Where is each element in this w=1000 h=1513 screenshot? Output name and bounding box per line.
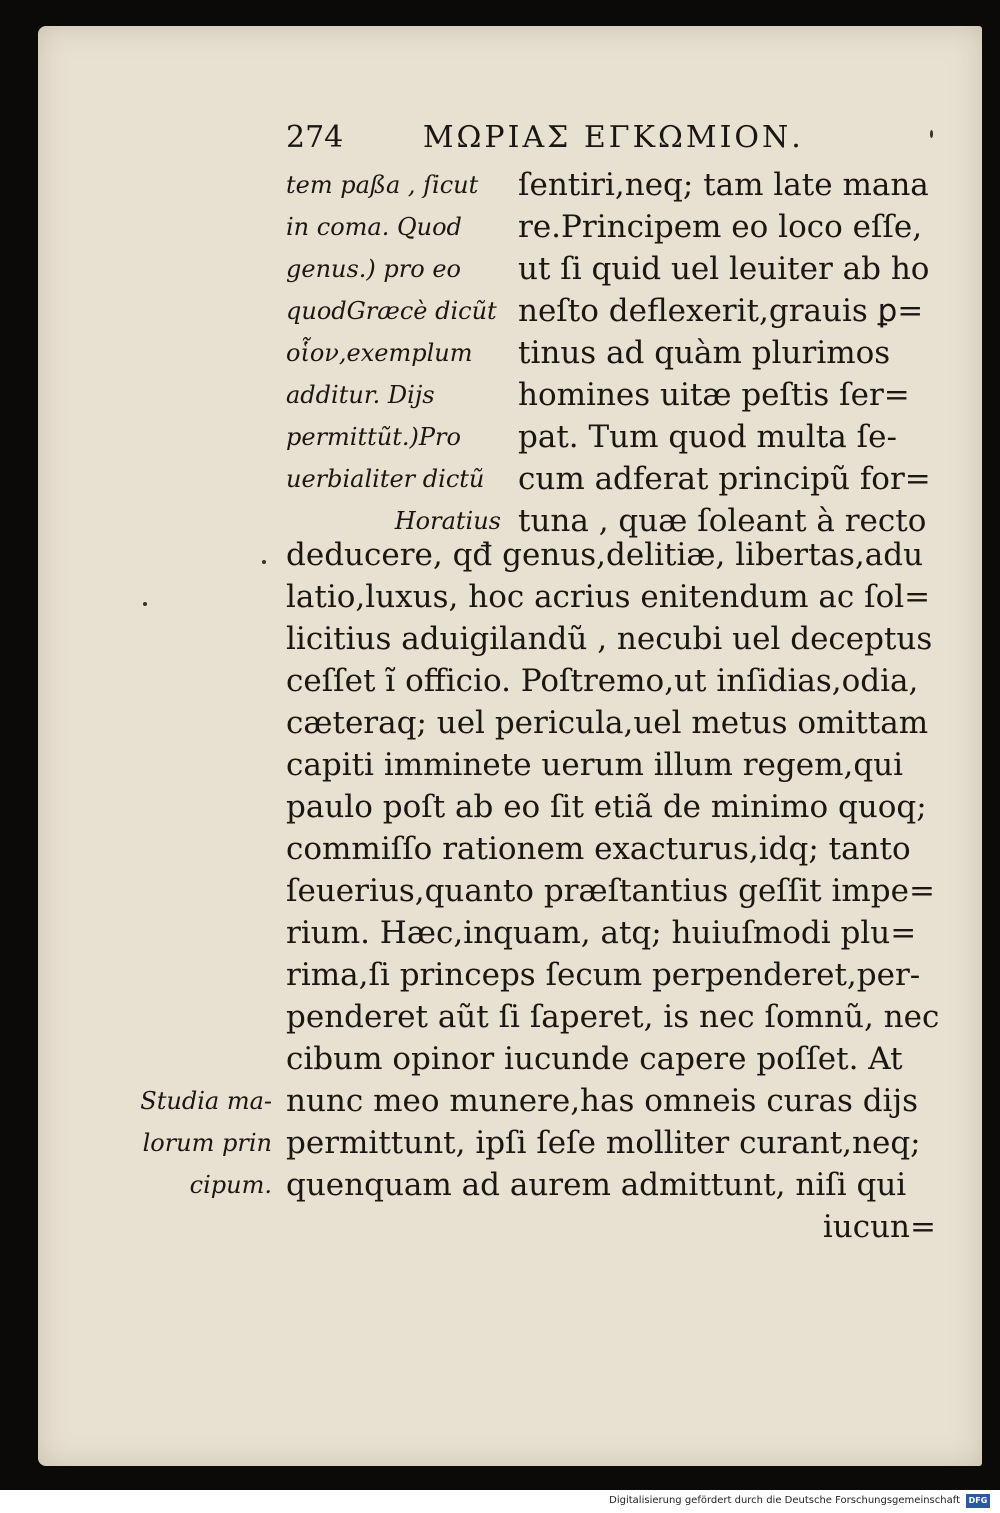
text-line: homines uitæ peſtis ſer= [518, 377, 910, 413]
text-line: licitius aduigilandũ , necubi uel deceptus [286, 621, 933, 657]
side-note-line: cipum. [189, 1171, 272, 1199]
side-note-line: lorum prin [142, 1129, 272, 1157]
footer-bar [0, 1490, 1000, 1513]
side-note [120, 1080, 272, 1206]
text-line: deducere, qđ genus,delitiæ, libertas,adu [286, 537, 924, 573]
ink-speck [143, 602, 147, 606]
text-line: rium. Hæc,inquam, atq; huiuſmodi plu= [286, 915, 917, 951]
text-line: ceſſet ĩ officio. Poſtremo,ut inſidias,odia, [286, 663, 919, 699]
dfg-logo-icon: DFG [966, 1494, 990, 1508]
text-line: latio,luxus, hoc acrius enitendum ac ſol= [286, 579, 931, 615]
text-line: cum adferat principũ for= [518, 461, 931, 497]
text-line: commiſſo rationem exacturus,idq; tanto [286, 831, 911, 867]
text-line: permittunt, ipſi ſeſe molliter curant,neq; [286, 1125, 921, 1161]
text-line: quenquam ad aurem admittunt, niſi qui [286, 1167, 907, 1203]
text-line: tinus ad quàm plurimos [518, 335, 891, 371]
gloss-line: Horatius [394, 507, 501, 535]
ink-speck [930, 130, 933, 138]
gloss-line: in coma. Quod [286, 213, 462, 241]
text-line: ut ſi quid uel leuiter ab ho [518, 251, 930, 287]
gloss-line: οἷον,exemplum [286, 339, 473, 367]
gloss-line: quodGræcè dicũt [286, 297, 497, 325]
text-line: paulo poſt ab eo ſit etiã de minimo quoq; [286, 789, 927, 825]
funding-credit: Digitalisierung gefördert durch die Deutsche Forschungsgemeinschaft [609, 1495, 960, 1506]
gloss-line: additur. Dijs [286, 381, 435, 409]
running-title: ΜΩΡΙΑΣ ΕΓΚΩΜΙΟΝ. [422, 120, 804, 155]
text-line: rima,ſi princeps ſecum perpenderet,per- [286, 957, 921, 993]
text-line: cibum opinor iucunde capere poſſet. At [286, 1041, 903, 1077]
text-line: re.Principem eo loco eſſe, [518, 209, 923, 245]
text-line: ſeuerius,quanto præſtantius geſſit impe= [286, 873, 935, 909]
catchword: iucun= [822, 1209, 936, 1245]
side-note-line: Studia ma- [140, 1087, 272, 1115]
gloss-line: permittũt.)Pro [286, 423, 461, 451]
text-line: pat. Tum quod multa ſe- [518, 419, 897, 455]
gloss-line: genus.) pro eo [286, 255, 461, 283]
text-line: capiti imminete uerum illum regem,qui [286, 747, 904, 783]
folio-number: 274 [286, 120, 344, 155]
ink-speck [262, 560, 266, 564]
text-line: ſentiri,neq; tam late mana [518, 167, 929, 203]
page-header [286, 120, 804, 155]
text-line: cæteraq; uel pericula,uel metus omittam [286, 705, 929, 741]
main-text-wide-column [286, 534, 940, 1248]
text-line: tuna , quæ ſoleant à recto [518, 503, 927, 539]
text-line: neſto deflexerit,grauis ꝑ= [518, 293, 924, 329]
marginal-gloss [286, 164, 501, 542]
gloss-line: tem paßa , ſicut [286, 171, 479, 199]
text-line: penderet aũt ſi ſaperet, is nec ſomnũ, nec [286, 999, 940, 1035]
gloss-line: uerbialiter dictũ [286, 465, 485, 493]
main-text-narrow-column [518, 164, 938, 542]
text-line: nunc meo munere,has omneis curas dijs [286, 1083, 918, 1119]
